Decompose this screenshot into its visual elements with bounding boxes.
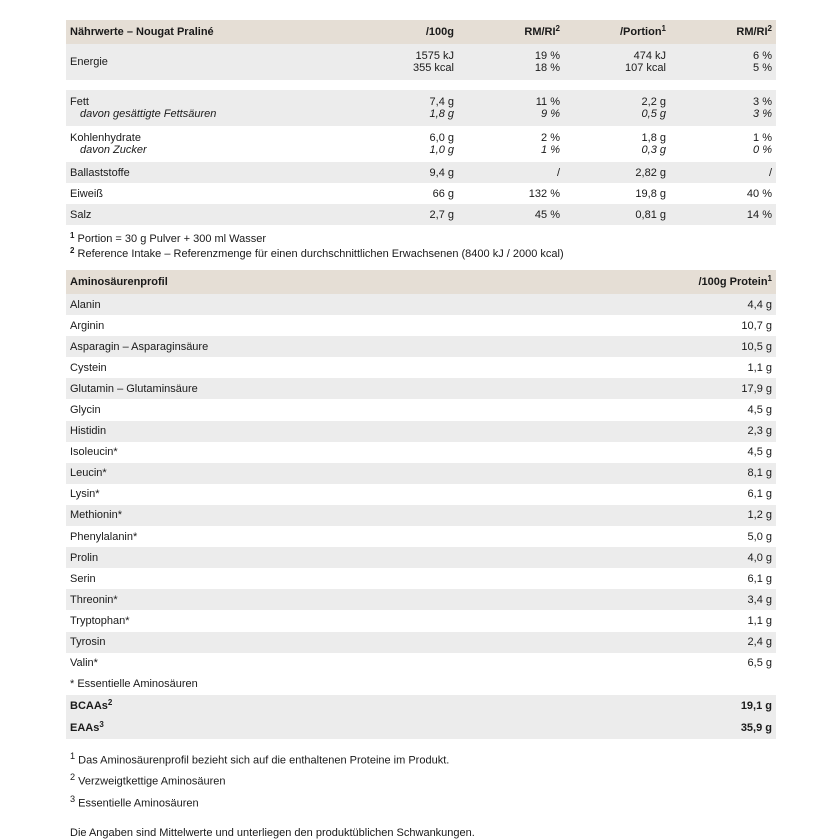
amino-footnotes: [70, 748, 776, 813]
cell-portion: 474 kJ 107 kcal: [625, 50, 666, 74]
cell-rmri-portion: 40 %: [746, 187, 772, 200]
col-per100: /100g: [366, 20, 458, 44]
cell-rmri-portion: 14 %: [746, 208, 772, 221]
amino-name: Cystein: [70, 361, 107, 374]
cell-rmri: 19 % 18 %: [534, 50, 560, 74]
cell-rmri: 11 % 9 %: [535, 96, 560, 120]
cell-portion: 2,2 g 0,5 g: [641, 96, 666, 120]
col-rmri: $RM/RI^2$: [458, 20, 564, 44]
amino-row: [66, 653, 776, 674]
note-reference-intake: $^2$ Reference Intake – Referenzmenge für einen durchschnittlichen Erwachsenen (8400 kJ / 2000 kcal): [70, 246, 564, 260]
nutrition-table: [66, 20, 776, 225]
amino-value: 6,5 g: [747, 657, 772, 670]
cell-portion: 2,82 g: [635, 166, 666, 179]
cell-per100: 9,4 g: [429, 166, 454, 179]
amino-name: Leucin*: [70, 467, 107, 480]
amino-value: 6,1 g: [747, 572, 772, 585]
disclaimer: Die Angaben sind Mittelwerte und unterliegen den produktüblichen Schwankungen.: [70, 826, 475, 839]
amino-value: 4,5 g: [747, 404, 772, 417]
row-label: Kohlenhydrate davon Zucker: [70, 132, 147, 156]
amino-row: [66, 526, 776, 547]
row-label: Fett davon gesättigte Fettsäuren: [70, 96, 217, 120]
star-note: * Essentielle Aminosäuren: [70, 678, 198, 691]
eaa-label: EAAs$^3$: [70, 719, 104, 734]
amino-value: 4,5 g: [747, 446, 772, 459]
amino-name: Threonin*: [70, 593, 118, 606]
cell-per100: 7,4 g 1,8 g: [429, 96, 454, 120]
amino-name: Tyrosin: [70, 636, 106, 649]
amino-value: 6,1 g: [747, 488, 772, 501]
cell-portion: 0,81 g: [635, 208, 666, 221]
footnote: $^1$ Das Aminosäurenprofil bezieht sich auf die enthaltenen Proteine im Produkt.: [70, 750, 450, 767]
row-label: Energie: [70, 56, 108, 68]
amino-name: Phenylalanin*: [70, 530, 138, 543]
cell-per100: 1575 kJ 355 kcal: [413, 50, 454, 74]
amino-row: [66, 610, 776, 631]
amino-row: [66, 378, 776, 399]
amino-value: 1,1 g: [747, 361, 772, 374]
amino-row: [66, 547, 776, 568]
amino-name: Isoleucin*: [70, 446, 118, 459]
row-ballaststoffe: [66, 162, 776, 183]
col-per100g-protein: /100g Protein$^1$: [626, 270, 776, 294]
nutrition-notes: [70, 232, 776, 262]
amino-value: 4,0 g: [747, 551, 772, 564]
amino-name: Glycin: [70, 404, 101, 417]
spacer: [66, 80, 776, 90]
amino-name: Histidin: [70, 425, 107, 438]
amino-value: 10,7 g: [741, 319, 772, 332]
cell-per100: 66 g: [432, 187, 454, 200]
cell-rmri: 45 %: [534, 208, 560, 221]
row-salz: [66, 204, 776, 225]
amino-value: 17,9 g: [741, 382, 772, 395]
amino-name: Tryptophan*: [70, 614, 130, 627]
note-portion: $^1$ Portion = 30 g Pulver + 300 ml Wasser: [70, 231, 267, 245]
cell-per100: 6,0 g 1,0 g: [429, 132, 454, 156]
amino-name: Methionin*: [70, 509, 122, 522]
amino-row: [66, 589, 776, 610]
amino-value: 1,2 g: [747, 509, 772, 522]
amino-row: [66, 442, 776, 463]
row-label: Ballaststoffe: [70, 166, 130, 179]
col-rmri-portion: $RM/RI^2$: [670, 20, 776, 44]
amino-row: [66, 484, 776, 505]
row-energie: [66, 44, 776, 80]
row-label: Eiweiß: [70, 187, 104, 200]
amino-value: 8,1 g: [747, 467, 772, 480]
amino-value: 2,3 g: [747, 425, 772, 438]
amino-row: [66, 357, 776, 378]
amino-row: [66, 568, 776, 589]
amino-name: Valin*: [70, 657, 98, 670]
amino-row: [66, 421, 776, 442]
amino-name: Alanin: [70, 298, 101, 311]
footnote: $^3$ Essentielle Aminosäuren: [70, 794, 199, 810]
amino-value: 10,5 g: [741, 340, 772, 353]
amino-name: Serin: [70, 572, 96, 585]
amino-name: Lysin*: [70, 488, 100, 501]
col-per-portion: /Portion$^1$: [564, 20, 670, 44]
cell-rmri-portion: 1 % 0 %: [753, 132, 772, 156]
amino-row: [66, 315, 776, 336]
amino-table: [66, 270, 776, 739]
amino-name: Arginin: [70, 319, 105, 332]
nutrition-header-row: [66, 20, 776, 44]
amino-name: Glutamin – Glutaminsäure: [70, 382, 198, 395]
cell-rmri: 132 %: [528, 187, 560, 200]
row-eaas: [66, 717, 776, 739]
bcaa-label: BCAAs$^2$: [70, 697, 113, 712]
cell-rmri: 2 % 1 %: [541, 132, 560, 156]
footnote: $^2$ Verzweigtkettige Aminosäuren: [70, 772, 226, 789]
cell-rmri: /: [556, 166, 560, 179]
amino-value: 2,4 g: [747, 636, 772, 649]
amino-name: Asparagin – Asparaginsäure: [70, 340, 209, 353]
cell-rmri-portion: 3 % 3 %: [753, 96, 772, 120]
row-bcaas: [66, 695, 776, 717]
amino-header-row: [66, 270, 776, 294]
eaa-value: 35,9 g: [740, 721, 772, 734]
cell-rmri-portion: 6 % 5 %: [753, 50, 772, 74]
amino-row: [66, 463, 776, 484]
cell-portion: 19,8 g: [635, 187, 666, 200]
bcaa-value: 19,1 g: [740, 699, 772, 712]
row-fett: [66, 90, 776, 126]
amino-value: 5,0 g: [747, 530, 772, 543]
nutrition-document: [66, 20, 776, 839]
amino-row: [66, 505, 776, 526]
row-kohlenhydrate: [66, 126, 776, 162]
row-eiweiss: [66, 183, 776, 204]
amino-row: [66, 294, 776, 315]
star-note-row: [66, 674, 776, 695]
row-label: Salz: [70, 208, 92, 221]
amino-name: Prolin: [70, 551, 99, 564]
amino-row: [66, 399, 776, 420]
amino-value: 3,4 g: [747, 593, 772, 606]
amino-title: Aminosäurenprofil: [66, 270, 626, 294]
cell-portion: 1,8 g 0,3 g: [641, 132, 666, 156]
amino-row: [66, 336, 776, 357]
amino-value: 4,4 g: [747, 298, 772, 311]
amino-rows: [66, 294, 776, 674]
amino-row: [66, 632, 776, 653]
cell-rmri-portion: /: [768, 166, 772, 179]
amino-value: 1,1 g: [747, 614, 772, 627]
nutrition-title: Nährwerte – Nougat Praliné: [66, 20, 366, 44]
cell-per100: 2,7 g: [429, 208, 454, 221]
